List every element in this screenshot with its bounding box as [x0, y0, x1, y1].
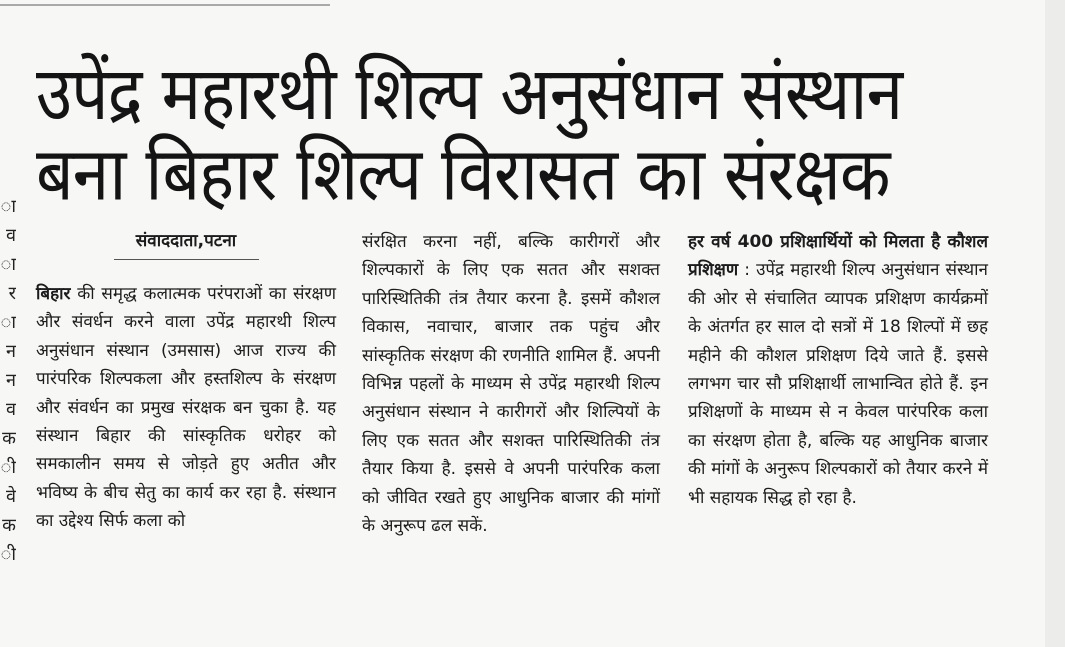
headline-line-2: बना बिहार शिल्प विरासत का संरक्षक [36, 131, 890, 218]
adjacent-article-fragment [0, 192, 16, 622]
fragment-char: ा [0, 312, 16, 333]
fragment-char: ा [0, 196, 16, 217]
article-headline [36, 50, 1026, 218]
headline-line-1: उपेंद्र महारथी शिल्प अनुसंधान संस्थान [36, 50, 903, 137]
fragment-char: क [2, 428, 16, 449]
fragment-char: र [8, 283, 16, 304]
fragment-char: क [2, 515, 16, 536]
column-2-text: संरक्षित करना नहीं, बल्कि कारीगरों और शिल्पकारों के लिए एक सतत और सशक्त पारिस्थितिकी तंत्र तैयार करना है. इसमें कौशल विकास, नवाचार, बाजार तक पहुंच और सांस्कृतिक संरक्षण की रणनीति शामिल हैं. अपनी विभिन्न पहलों के माध्यम से उपेंद्र महारथी शिल्प अनुसंधान संस्थान ने कारीगरों और शिल्पियों के लिए एक सतत और सशक्त पारिस्थितिकी तंत्र तैयार किया है. इससे वे अपनी पारंपरिक कला को जीवित रखते हुए आधुनिक बाजार की मांगों के अनुरूप ढल सकें. [362, 232, 660, 537]
column-1-paragraph [36, 280, 336, 536]
column-3-paragraph [688, 228, 988, 512]
byline-underline [114, 259, 259, 260]
fragment-char: ी [0, 544, 16, 565]
fragment-char: न [6, 370, 16, 391]
fragment-char: व [5, 399, 16, 420]
article-column-2 [362, 228, 660, 540]
fragment-char: न [6, 341, 16, 362]
fragment-char: व [5, 225, 16, 246]
fragment-char: वे [5, 486, 16, 507]
column-1-text: की समृद्ध कलात्मक परंपराओं का संरक्षण और संवर्धन करने वाला उपेंद्र महारथी शिल्प अनुसंधान संस्थान (उमसास) आज राज्य की पारंपरिक शिल्पकला और हस्तशिल्प के संरक्षण और संवर्धन का प्रमुख संरक्षक बन चुका है. यह संस्थान बिहार की सांस्कृतिक धरोहर को समकालीन समय से जोड़ते हुए अतीत और भविष्य के बीच सेतु का कार्य कर रहा है. संस्थान का उद्देश्य सिर्फ कला को [36, 284, 336, 532]
section-subhead: हर वर्ष 400 प्रशिक्षार्थियों को मिलता है कौशल प्रशिक्षण [688, 232, 988, 281]
article-column-3 [688, 228, 988, 512]
column-3-text: : उपेंद्र महारथी शिल्प अनुसंधान संस्थान की ओर से संचालित व्यापक प्रशिक्षण कार्यक्रमों के अंतर्गत हर साल दो सत्रों में 18 शिल्पों में छह महीने की कौशल प्रशिक्षण दिये जाते हैं. इससे लगभग चार सौ प्रशिक्षार्थी लाभान्वित होते हैं. इन प्रशिक्षणों के माध्यम से न केवल पारंपरिक कला का संरक्षण होता है, बल्कि यह आधुनिक बाजार की मांगों के अनुरूप शिल्पकारों को तैयार करने में भी सहायक सिद्ध हो रहा है. [688, 260, 988, 508]
article-column-1 [36, 228, 336, 536]
lead-word: बिहार [36, 284, 71, 304]
top-divider [0, 0, 330, 6]
page-edge [1045, 0, 1065, 647]
byline: संवाददाता,पटना [135, 231, 237, 251]
fragment-char: ी [0, 457, 16, 478]
fragment-char: ा [0, 254, 16, 275]
